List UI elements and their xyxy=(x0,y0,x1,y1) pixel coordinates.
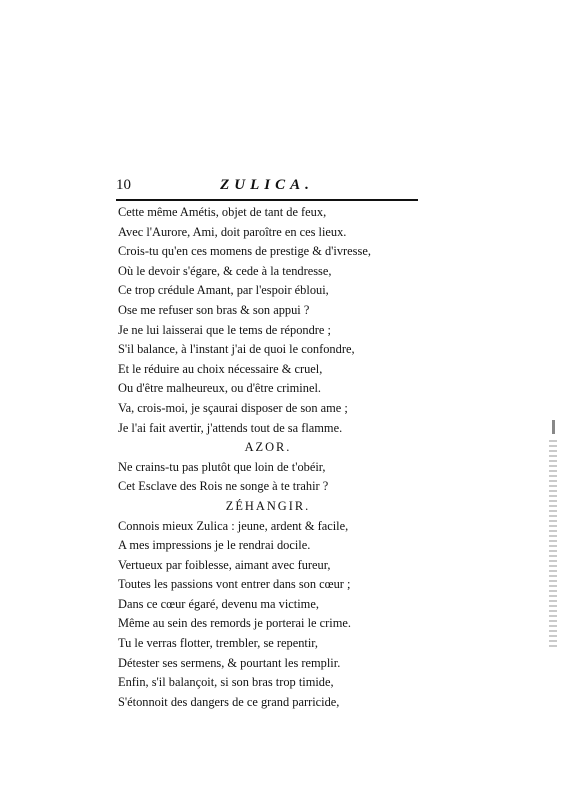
verse-block xyxy=(118,203,418,712)
page-edge-notch xyxy=(552,420,555,434)
verse-line: Ou d'être malheureux, ou d'être criminel. xyxy=(118,381,321,396)
verse-line: A mes impressions je le rendrai docile. xyxy=(118,538,311,553)
speaker-name: AZOR. xyxy=(244,440,292,455)
verse-line: Je ne lui laisserai que le tems de répondre ; xyxy=(118,322,331,337)
verse-line: Et le réduire au choix nécessaire & cruel, xyxy=(118,361,323,376)
verse-line: Enfin, s'il balançoit, si son bras trop timide, xyxy=(118,675,334,690)
verse-line: Je l'ai fait avertir, j'attends tout de sa flamme. xyxy=(118,420,343,435)
verse-line: Connois mieux Zulica : jeune, ardent & facile, xyxy=(118,518,349,533)
verse-line: Avec l'Aurore, Ami, doit paroître en ces lieux. xyxy=(118,224,347,239)
verse-line: Même au sein des remords je porterai le crime. xyxy=(118,616,351,631)
verse-line: Cette même Amétis, objet de tant de feux, xyxy=(118,205,327,219)
running-title: ZULICA. xyxy=(220,177,314,193)
verse-line: Cet Esclave des Rois ne songe à te trahir ? xyxy=(118,479,329,494)
verse-line: Détester ses sermens, & pourtant les remplir. xyxy=(118,655,341,670)
verse-line: Toutes les passions vont entrer dans son cœur ; xyxy=(118,577,351,592)
header-rule xyxy=(116,199,418,201)
verse-line: Vertueux par foiblesse, aimant avec fureur, xyxy=(118,557,331,572)
verse-line: Va, crois-moi, je sçaurai disposer de son ame ; xyxy=(118,400,348,415)
page-edge-shadow xyxy=(549,440,557,650)
page-number: 10 xyxy=(116,177,131,193)
verse-line: Ose me refuser son bras & son appui ? xyxy=(118,302,310,317)
verse-line: S'il balance, à l'instant j'ai de quoi le confondre, xyxy=(118,342,355,357)
page-header xyxy=(116,176,418,198)
verse-line: Où le devoir s'égare, & cede à la tendresse, xyxy=(118,263,332,278)
verse-line: Ce trop crédule Amant, par l'espoir ébloui, xyxy=(118,283,329,298)
speaker-name: ZÉHANGIR. xyxy=(225,498,311,513)
verse-line: Crois-tu qu'en ces momens de prestige & d'ivresse, xyxy=(118,244,371,259)
verse-line: Ne crains-tu pas plutôt que loin de t'obéir, xyxy=(118,459,326,474)
verse-line: S'étonnoit des dangers de ce grand parricide, xyxy=(118,694,340,709)
verse-line: Tu le verras flotter, trembler, se repentir, xyxy=(118,636,319,651)
verse-line: Dans ce cœur égaré, devenu ma victime, xyxy=(118,596,319,611)
